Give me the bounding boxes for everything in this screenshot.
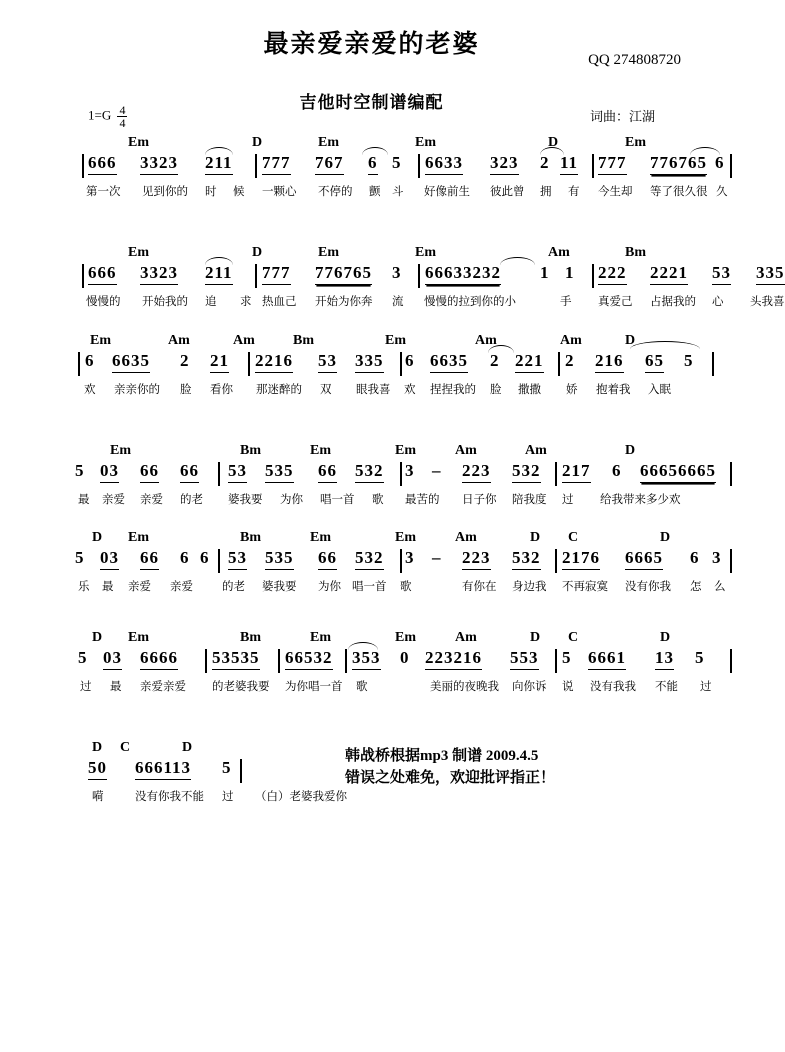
note-group: 776765 [650, 153, 707, 175]
lyric-syllable: 不能 [655, 681, 678, 693]
note-group: 777 [262, 263, 291, 285]
chord-symbol: D [548, 135, 559, 150]
note-group: 2 [180, 351, 190, 370]
lyric-syllable: 没有我我 [590, 681, 636, 693]
barline [418, 264, 420, 288]
lyric-syllable: 过 [222, 791, 234, 803]
chord-symbol: Bm [240, 630, 261, 645]
note-group: 11 [560, 153, 578, 175]
lyric-syllable: 好像前生 [424, 186, 470, 198]
note-group: 222 [598, 263, 627, 285]
notation-line [0, 461, 743, 491]
note-group: 6 [405, 351, 415, 370]
chord-symbol: Am [455, 443, 477, 458]
lyric-syllable: 彼此曾 [490, 186, 525, 198]
lyric-syllable: 第一次 [86, 186, 121, 198]
composer-credit: 词曲：江湖 [589, 109, 655, 124]
note-group: 03 [103, 648, 122, 670]
barline [248, 352, 250, 376]
lyric-syllable: 头我喜 [750, 296, 785, 308]
lyric-syllable: 候 [233, 186, 245, 198]
note-group: 50 [88, 758, 107, 780]
barline [82, 154, 84, 178]
chord-symbol: Em [310, 443, 331, 458]
time-signature-denominator: 4 [119, 116, 126, 130]
note-group: 666113 [135, 758, 191, 780]
lyric-syllable: 慢慢的 [86, 296, 121, 308]
chord-symbol: C [568, 530, 579, 545]
time-signature-numerator: 4 [119, 103, 126, 117]
lyric-syllable: 最 [78, 494, 90, 506]
lyric-syllable: 歌 [372, 494, 384, 506]
lyric-syllable: 真爱己 [598, 296, 633, 308]
lyric-syllable: 怎 [690, 581, 702, 593]
note-group: 221 [515, 351, 544, 373]
note-group: 53 [228, 548, 247, 570]
note-group: 66633232 [425, 263, 501, 285]
note-group: 211 [205, 153, 233, 175]
note-group: 6635 [112, 351, 150, 373]
lyric-syllable: 日子你 [462, 494, 497, 506]
note-group: 216 [595, 351, 624, 373]
lyric-syllable: 捏捏我的 [430, 384, 476, 396]
note-group: 13 [655, 648, 674, 670]
note-group: 66 [140, 548, 159, 570]
lyric-syllable: 唱一首 [352, 581, 387, 593]
lyric-syllable: 婆我要 [228, 494, 263, 506]
lyric-line [0, 578, 743, 598]
lyric-syllable: 的老 [222, 581, 245, 593]
note-group: 3 [712, 548, 722, 567]
lyric-line [0, 491, 743, 511]
lyric-syllable: 看你 [210, 384, 233, 396]
barline [82, 264, 84, 288]
chord-symbol: Em [310, 530, 331, 545]
note-group: 03 [100, 548, 119, 570]
lyric-line [0, 678, 743, 698]
chord-symbol: Em [625, 135, 646, 150]
note-group: 2176 [562, 548, 600, 570]
chord-symbol: Em [395, 630, 416, 645]
lyric-syllable: 脸 [180, 384, 192, 396]
chord-symbol: Em [128, 530, 149, 545]
chord-symbol: D [530, 530, 541, 545]
barline [555, 549, 557, 573]
note-group: 6 [690, 548, 700, 567]
barline [558, 352, 560, 376]
lyric-syllable: 乐 [78, 581, 90, 593]
chord-symbol: C [568, 630, 579, 645]
note-group: 6635 [430, 351, 468, 373]
chord-symbol: Am [455, 630, 477, 645]
note-group: 2 [490, 351, 500, 370]
chord-symbol: Em [395, 530, 416, 545]
lyric-syllable: 说 [562, 681, 574, 693]
chord-line [0, 245, 743, 263]
note-group: 53 [712, 263, 731, 285]
chord-symbol: Em [128, 630, 149, 645]
page-title: 最亲爱亲爱的老婆 [263, 31, 480, 58]
notation-line [0, 351, 743, 381]
chord-symbol: D [530, 630, 541, 645]
lyric-syllable: 没有你我 [625, 581, 671, 593]
lyric-syllable: 为你 [280, 494, 303, 506]
chord-symbol: Em [415, 245, 436, 260]
lyric-syllable: 开始我的 [142, 296, 188, 308]
lyric-syllable: 歌 [356, 681, 368, 693]
barline [730, 462, 732, 486]
lyric-syllable: 为你唱一首 [285, 681, 343, 693]
note-group: – [432, 461, 442, 480]
music-system [0, 530, 743, 598]
note-group: 53 [318, 351, 337, 373]
lyric-line [0, 293, 785, 313]
lyric-syllable: 斗 [392, 186, 404, 198]
note-group: 53535 [212, 648, 260, 670]
lyric-syllable: 时 [205, 186, 217, 198]
barline [730, 549, 732, 573]
barline [730, 649, 732, 673]
barline [218, 549, 220, 573]
note-group: 6661 [588, 648, 626, 670]
barline [218, 462, 220, 486]
barline [205, 649, 207, 673]
chord-symbol: D [252, 245, 263, 260]
note-group: 66656665 [640, 461, 716, 483]
lyric-syllable: 亲爱 [170, 581, 193, 593]
barline [240, 759, 242, 783]
chord-symbol: Em [385, 333, 406, 348]
note-group: 223 [462, 461, 491, 483]
lyric-syllable: 撒撒 [518, 384, 541, 396]
lyric-syllable: 入眠 [648, 384, 671, 396]
note-group: 6 [85, 351, 95, 370]
lyric-syllable: （白）老婆我爱你 [255, 791, 347, 803]
note-group: 66532 [285, 648, 333, 670]
barline [592, 154, 594, 178]
note-group: 335 [756, 263, 785, 285]
barline [555, 462, 557, 486]
barline [592, 264, 594, 288]
note-group: 6666 [140, 648, 178, 670]
lyric-syllable: 亲爱 [140, 494, 163, 506]
note-group: 6 [180, 548, 190, 567]
notation-line [0, 153, 743, 183]
chord-symbol: Em [318, 135, 339, 150]
note-group: 66 [318, 548, 337, 570]
note-group: 3 [405, 548, 415, 567]
lyric-line [0, 183, 743, 203]
lyric-line [0, 788, 743, 808]
chord-symbol: Bm [625, 245, 646, 260]
note-group: 1 [565, 263, 575, 282]
note-group: 03 [100, 461, 119, 483]
chord-symbol: C [120, 740, 131, 755]
chord-symbol: Em [318, 245, 339, 260]
note-group: 777 [262, 153, 291, 175]
lyric-syllable: 眼我喜 [356, 384, 391, 396]
lyric-syllable: 有你在 [462, 581, 497, 593]
note-group: 6 [368, 153, 378, 175]
lyric-syllable: 拥 [540, 186, 552, 198]
lyric-syllable: 双 [320, 384, 332, 396]
chord-symbol: Bm [293, 333, 314, 348]
notation-line [0, 548, 743, 578]
qq-number: QQ 274808720 [588, 52, 681, 68]
note-group: – [432, 548, 442, 567]
lyric-syllable: 嗬 [92, 791, 104, 803]
chord-symbol: D [625, 443, 636, 458]
note-group: 532 [512, 548, 541, 570]
chord-symbol: D [92, 530, 103, 545]
note-group: 2216 [255, 351, 293, 373]
note-group: 323 [490, 153, 519, 175]
note-group: 217 [562, 461, 591, 483]
lyric-syllable: 为你 [318, 581, 341, 593]
arranger-subtitle: 吉他时空制谱编配 [299, 93, 444, 112]
lyric-syllable: 身边我 [512, 581, 547, 593]
lyric-syllable: 娇 [566, 384, 578, 396]
lyric-syllable: 求 [240, 296, 252, 308]
chord-symbol: Em [128, 135, 149, 150]
chord-symbol: D [92, 740, 103, 755]
note-group: 535 [265, 548, 294, 570]
note-group: 5 [78, 648, 88, 667]
footer-line-2: 错误之处难免，欢迎批评指正！ [345, 770, 556, 786]
note-group: 223 [462, 548, 491, 570]
lyric-syllable: 占据我的 [650, 296, 696, 308]
chord-symbol: Em [110, 443, 131, 458]
barline [730, 154, 732, 178]
note-group: 66 [180, 461, 199, 483]
note-group: 66 [318, 461, 337, 483]
lyric-syllable: 美丽的夜晚我 [430, 681, 499, 693]
barline [400, 549, 402, 573]
lyric-syllable: 等了很久很 [650, 186, 708, 198]
note-group: 776765 [315, 263, 372, 285]
lyric-syllable: 久 [716, 186, 728, 198]
note-group: 2221 [650, 263, 688, 285]
chord-symbol: Am [525, 443, 547, 458]
chord-symbol: Em [90, 333, 111, 348]
chord-symbol: Am [233, 333, 255, 348]
lyric-syllable: 有 [568, 186, 580, 198]
note-group: 53 [228, 461, 247, 483]
chord-line [0, 530, 743, 548]
chord-symbol: Am [548, 245, 570, 260]
chord-symbol: Em [310, 630, 331, 645]
note-group: 2 [565, 351, 575, 370]
music-system [0, 135, 743, 203]
lyric-syllable: 么 [714, 581, 726, 593]
music-system [0, 443, 743, 511]
barline [400, 352, 402, 376]
lyric-syllable: 不再寂寞 [562, 581, 608, 593]
barline [278, 649, 280, 673]
note-group: 532 [512, 461, 541, 483]
note-group: 5 [695, 648, 705, 667]
barline [255, 264, 257, 288]
chord-symbol: D [92, 630, 103, 645]
chord-symbol: D [182, 740, 193, 755]
lyric-syllable: 一颗心 [262, 186, 297, 198]
note-group: 1 [540, 263, 550, 282]
chord-symbol: Em [128, 245, 149, 260]
lyric-syllable: 婆我要 [262, 581, 297, 593]
barline [78, 352, 80, 376]
lyric-syllable: 过 [700, 681, 712, 693]
lyric-syllable: 的老 [180, 494, 203, 506]
lyric-syllable: 亲爱 [128, 581, 151, 593]
notation-line [0, 263, 785, 293]
note-group: 5 [222, 758, 232, 777]
barline [418, 154, 420, 178]
note-group: 666 [88, 263, 117, 285]
lyric-syllable: 向你诉 [512, 681, 547, 693]
barline [400, 462, 402, 486]
lyric-syllable: 手 [560, 296, 572, 308]
key-label: 1=G [88, 107, 112, 123]
note-group: 3 [405, 461, 415, 480]
barline [555, 649, 557, 673]
key-signature [88, 104, 127, 129]
lyric-syllable: 今生却 [598, 186, 633, 198]
lyric-syllable: 开始为你奔 [315, 296, 373, 308]
lyric-syllable: 歌 [400, 581, 412, 593]
lyric-syllable: 唱一首 [320, 494, 355, 506]
chord-symbol: D [660, 530, 671, 545]
lyric-syllable: 最苦的 [405, 494, 440, 506]
note-group: 3323 [140, 263, 178, 285]
chord-symbol: Em [395, 443, 416, 458]
chord-symbol: Bm [240, 443, 261, 458]
lyric-syllable: 慢慢的拉到你的小 [424, 296, 516, 308]
chord-symbol: Am [475, 333, 497, 348]
music-system [0, 245, 785, 313]
chord-line [0, 443, 743, 461]
note-group: 3323 [140, 153, 178, 175]
barline [345, 649, 347, 673]
lyric-syllable: 最 [110, 681, 122, 693]
note-group: 211 [205, 263, 233, 285]
lyric-syllable: 没有你我不能 [135, 791, 204, 803]
footer-line-1: 韩战桥根据mp3 制谱 2009.4.5 [345, 748, 539, 764]
lyric-syllable: 陪我度 [512, 494, 547, 506]
note-group: 5 [75, 461, 85, 480]
note-group: 65 [645, 351, 664, 373]
lyric-syllable: 亲爱亲爱 [140, 681, 186, 693]
note-group: 0 [400, 648, 410, 667]
note-group: 353 [352, 648, 381, 670]
lyric-syllable: 亲亲你的 [114, 384, 160, 396]
lyric-syllable: 的老婆我要 [212, 681, 270, 693]
note-group: 5 [75, 548, 85, 567]
lyric-syllable: 给我带来多少欢 [600, 494, 681, 506]
lyric-syllable: 热血己 [262, 296, 297, 308]
lyric-syllable: 追 [205, 296, 217, 308]
lyric-syllable: 过 [562, 494, 574, 506]
lyric-syllable: 过 [80, 681, 92, 693]
lyric-syllable: 心 [712, 296, 724, 308]
lyric-syllable: 流 [392, 296, 404, 308]
lyric-syllable: 欢 [84, 384, 96, 396]
note-group: 535 [265, 461, 294, 483]
lyric-syllable: 见到你的 [142, 186, 188, 198]
note-group: 532 [355, 461, 384, 483]
lyric-syllable: 亲爱 [102, 494, 125, 506]
lyric-syllable: 那迷醉的 [256, 384, 302, 396]
note-group: 223216 [425, 648, 482, 670]
lyric-syllable: 抱着我 [596, 384, 631, 396]
lyric-syllable: 脸 [490, 384, 502, 396]
note-group: 6665 [625, 548, 663, 570]
note-group: 335 [355, 351, 384, 373]
note-group: 66 [140, 461, 159, 483]
barline [712, 352, 714, 376]
lyric-syllable: 不停的 [318, 186, 353, 198]
note-group: 553 [510, 648, 539, 670]
note-group: 5 [562, 648, 572, 667]
lyric-syllable: 欢 [404, 384, 416, 396]
chord-symbol: Em [415, 135, 436, 150]
note-group: 21 [210, 351, 229, 373]
lyric-syllable: 最 [102, 581, 114, 593]
note-group: 5 [392, 153, 402, 172]
note-group: 6 [715, 153, 725, 172]
note-group: 532 [355, 548, 384, 570]
chord-symbol: Am [455, 530, 477, 545]
notation-line [0, 648, 743, 678]
note-group: 5 [684, 351, 694, 370]
footer-credits [345, 745, 555, 789]
note-group: 6 [612, 461, 622, 480]
chord-symbol: D [252, 135, 263, 150]
note-group: 767 [315, 153, 344, 175]
music-system [0, 630, 743, 698]
chord-symbol: Am [560, 333, 582, 348]
chord-symbol: Am [168, 333, 190, 348]
lyric-line [0, 381, 743, 401]
note-group: 2 [540, 153, 550, 172]
note-group: 6633 [425, 153, 463, 175]
note-group: 666 [88, 153, 117, 175]
lyric-syllable: 颤 [369, 186, 381, 198]
chord-symbol: D [660, 630, 671, 645]
note-group: 777 [598, 153, 627, 175]
music-system [0, 333, 743, 401]
time-signature [117, 104, 127, 129]
chord-symbol: D [625, 333, 636, 348]
barline [255, 154, 257, 178]
note-group: 3 [392, 263, 402, 282]
note-group: 6 [200, 548, 210, 567]
chord-symbol: Bm [240, 530, 261, 545]
